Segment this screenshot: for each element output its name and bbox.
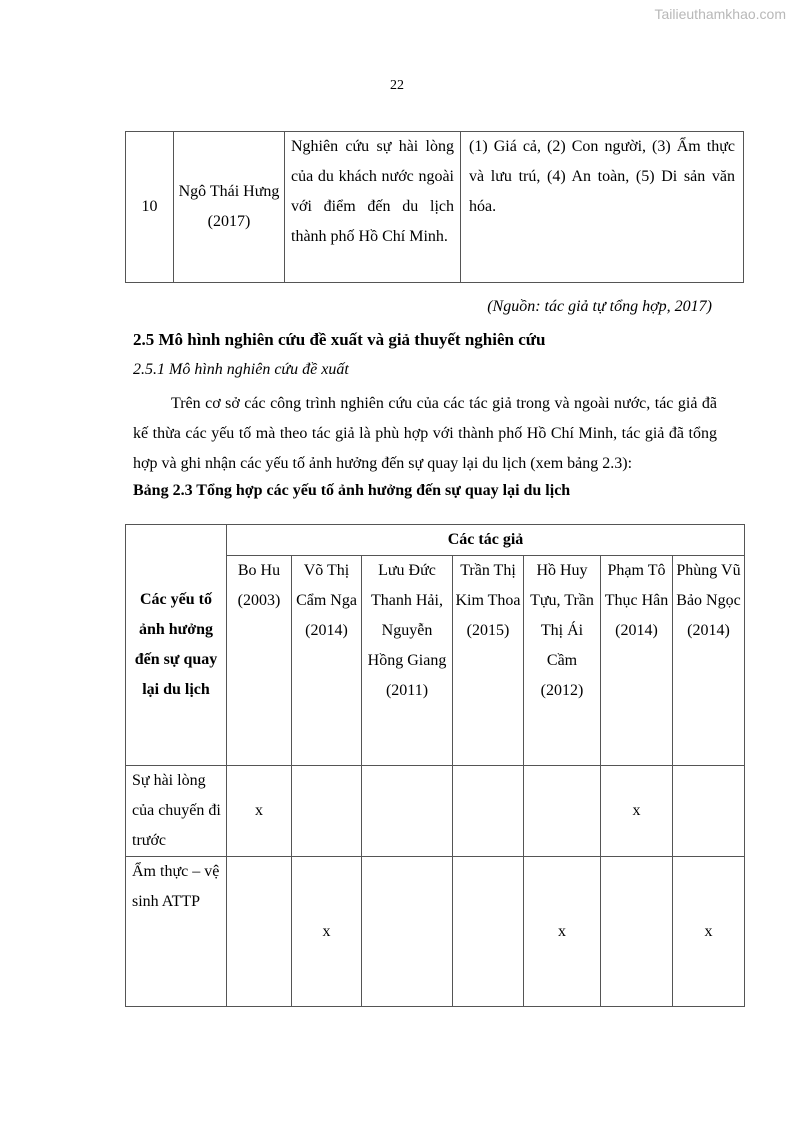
author-header: Lưu Đức Thanh Hải, Nguyễn Hồng Giang (2011) xyxy=(362,556,453,766)
row-study-title: Nghiên cứu sự hài lòng của du khách nước ngoài với điểm đến du lịch thành phố Hồ Chí Minh. xyxy=(285,132,461,283)
table-row xyxy=(126,766,745,857)
author-header: Hồ Huy Tựu, Trần Thị Ái Cầm (2012) xyxy=(524,556,601,766)
mark-cell xyxy=(227,857,292,1007)
mark-cell xyxy=(292,766,362,857)
source-note: (Nguồn: tác giả tự tổng hợp, 2017) xyxy=(487,298,712,315)
table-row xyxy=(126,857,745,1007)
row-number: 10 xyxy=(126,132,174,283)
authors-group-header: Các tác giả xyxy=(227,525,745,556)
mark-cell xyxy=(362,857,453,1007)
mark-cell xyxy=(673,766,745,857)
author-header: Phùng Vũ Bảo Ngọc (2014) xyxy=(673,556,745,766)
table-header-row xyxy=(126,525,745,556)
mark-cell xyxy=(524,766,601,857)
mark-cell xyxy=(453,766,524,857)
factor-column-header: Các yếu tố ảnh hưởng đến sự quay lại du lịch xyxy=(126,525,227,766)
author-header: Trần Thị Kim Thoa (2015) xyxy=(453,556,524,766)
row-label: Sự hài lòng của chuyến đi trước xyxy=(126,766,227,857)
table-row xyxy=(126,132,744,283)
mark-cell xyxy=(601,857,673,1007)
author-header: Phạm Tô Thục Hân (2014) xyxy=(601,556,673,766)
mark-cell: x xyxy=(524,857,601,1007)
row-factors: (1) Giá cả, (2) Con người, (3) Ẩm thực và lưu trú, (4) An toàn, (5) Di sản văn hóa. xyxy=(461,132,744,283)
author-header: Võ Thị Cẩm Nga (2014) xyxy=(292,556,362,766)
section-heading: 2.5 Mô hình nghiên cứu đề xuất và giả thuyết nghiên cứu xyxy=(133,330,546,349)
subsection-heading: 2.5.1 Mô hình nghiên cứu đề xuất xyxy=(133,361,349,378)
mark-cell: x xyxy=(227,766,292,857)
factors-table xyxy=(125,524,745,1007)
body-paragraph: Trên cơ sở các công trình nghiên cứu của các tác giả trong và ngoài nước, tác giả đã kế thừa các yếu tố mà theo tác giả là phù hợp với thành phố Hồ Chí Minh, tác giả đã tổng hợp và ghi nhận các yếu tố ảnh hưởng đến sự quay lại du lịch (xem bảng 2.3): xyxy=(133,395,717,472)
mark-cell: x xyxy=(673,857,745,1007)
page-number: 22 xyxy=(390,78,404,93)
row-label: Ẩm thực – vệ sinh ATTP xyxy=(126,857,227,1007)
table-caption: Bảng 2.3 Tổng hợp các yếu tố ảnh hưởng đến sự quay lại du lịch xyxy=(133,482,571,499)
mark-cell xyxy=(362,766,453,857)
mark-cell: x xyxy=(601,766,673,857)
mark-cell: x xyxy=(292,857,362,1007)
mark-cell xyxy=(453,857,524,1007)
author-header: Bo Hu (2003) xyxy=(227,556,292,766)
watermark: Tailieuthamkhao.com xyxy=(654,6,786,22)
literature-table-continued xyxy=(125,131,744,283)
row-author: Ngô Thái Hưng (2017) xyxy=(174,132,285,283)
